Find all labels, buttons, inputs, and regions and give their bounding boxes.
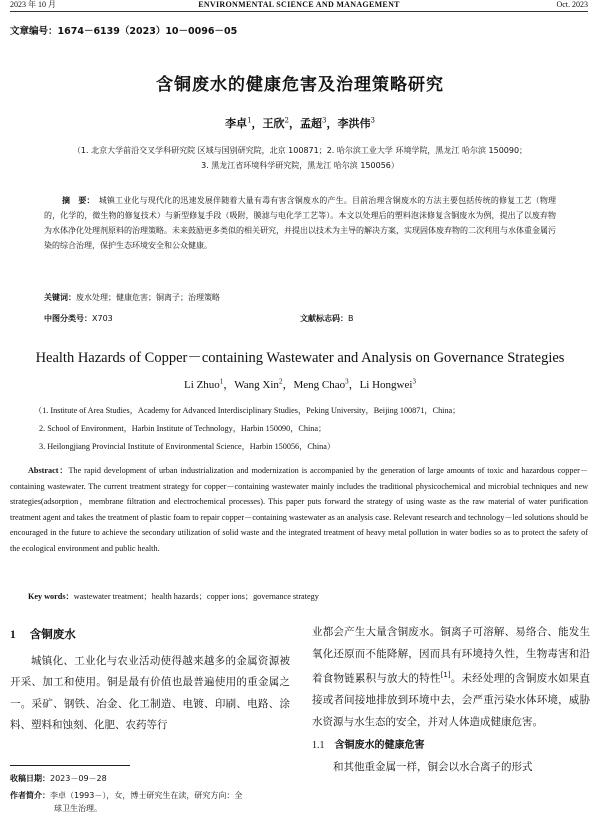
subsection-title: 含铜废水的健康危害 [334, 740, 425, 751]
title-chinese: 含铜废水的健康危害及治理策略研究 [156, 75, 444, 95]
author-en-1: Li Zhuo$^1$ [184, 377, 224, 391]
body-paragraph: 和其他重金属一样，铜会以水合离子的形式 [333, 760, 533, 773]
author-bio-label: 作者简介： [10, 791, 50, 800]
received-date: 2023－09－28 [50, 774, 107, 783]
header-date-cn: 2023 年 10 月 [10, 0, 56, 9]
section-title: 含铜废水 [29, 627, 76, 641]
title-english: Health Hazards of Copper－containing Wastewater and Analysis on Governance Strategies [35, 350, 565, 366]
citation-ref: [1] [440, 671, 451, 679]
doc-code-label: 文献标志码： [300, 314, 348, 323]
body-paragraph: 业都会产生大量含铜废水。铜离子可溶解、易络合、能发生氧化还原而不能降解，因而具有环境持久性，生物毒害和沿着食物链累积与放大的特性[1]。未经处理的含铜废水如果直接或者间接地排放到环境中去，会严重污染水体环境，威胁水资源与水生态的安全，并对人体造成健康危害。 [312, 626, 591, 728]
body-paragraph: 城镇化、工业化与农业活动使得越来越多的金属资源被开采、加工和使用。铜是最有价值也最普遍使用的重金属之一。采矿、钢铁、冶金、化工制造、电镀、印刷、电路、涂料、塑料和蚀刻、化肥、农药等行 [10, 654, 290, 731]
affiliation-cn-line: 3. 黑龙江省环境科学研究院，黑龙江 哈尔滨 150056） [201, 161, 399, 170]
footnote-divider [10, 765, 130, 766]
authors-chinese: 李卓$^1$，王欣$^2$，孟超$^3$，李洪伟$^3$ [225, 116, 375, 130]
keywords-english [28, 591, 319, 602]
abstract-en-label: Abstract： [28, 466, 69, 475]
keywords-en-text: wastewater treatment；health hazards；copper ions；governance strategy [73, 592, 319, 601]
author-en-4: Li Hongwei$^3$ [359, 377, 416, 391]
author-cn-3: 孟超$^3$ [300, 116, 327, 130]
author-en-2: Wang Xin$^2$ [234, 377, 283, 391]
affiliations-english [34, 402, 570, 456]
running-header [10, 0, 588, 12]
section-heading [10, 624, 290, 647]
author-bio-text: 李卓（1993－），女，博士研究生在读，研究方向：全 [50, 791, 243, 800]
doc-code-value: B [348, 314, 354, 323]
abstract-chinese [44, 193, 556, 253]
subsection-number: 1.1 [312, 740, 325, 751]
section-number: 1 [10, 629, 16, 641]
author-cn-4: 李洪伟$^3$ [337, 116, 375, 130]
author-cn-2: 王欣$^2$ [262, 116, 289, 130]
keywords-cn-label: 关键词： [44, 293, 76, 302]
body-column-left [10, 624, 290, 737]
header-date-en: Oct. 2023 [556, 0, 588, 9]
footnote-received [10, 772, 295, 785]
keywords-cn-text: 废水处理；健康危害；铜离子；治理策略 [76, 293, 220, 302]
abstract-english [10, 463, 588, 556]
affiliations-chinese [40, 143, 560, 173]
author-cn-1: 李卓$^1$ [225, 116, 252, 130]
classification-number [44, 313, 113, 324]
affiliation-en-line: （1. Institute of Area Studies，Academy for Advanced Interdisciplinary Studies，Peking University，Beijing 100871，China； [34, 406, 461, 415]
body-column-right [312, 622, 590, 778]
keywords-en-label: Key words： [28, 592, 74, 601]
affiliation-en-line: 2. School of Environment，Harbin Institute of Technology，Harbin 150090，China； [39, 424, 327, 433]
authors-english: Li Zhuo$^1$，Wang Xin$^2$，Meng Chao$^3$，Li Hongwei$^3$ [184, 377, 416, 391]
classification-label: 中图分类号： [44, 314, 92, 323]
abstract-en-text: The rapid development of urban industrialization and modernization is accompanied by the generation of large amounts of toxic and hazardous copper－containing wastewater. The current treatment strategy for copper－containing wastewater mainly includes the traditional physicochemical and microbial techniques and new strategies(adsorption，membrane filtration and electrochemical processes). This paper puts forward the strategy of using waste as the raw material of water purification treatment agent and takes the treatment of plastic foam to repair copper－containing wastewater as an analysis case. Relevant research and technology－led solutions should be encouraged in the future to achieve the secondary utilization of solid waste and the integrated treatment of heavy metal pollution in water bodies so as to protect the safety of the ecological environment and public health. [10, 466, 588, 553]
footnote-author-bio [10, 789, 295, 815]
author-bio-continued: 球卫生治理。 [54, 804, 102, 813]
keywords-chinese [44, 292, 220, 303]
received-label: 收稿日期： [10, 774, 50, 783]
article-number: 文章编号：1674－6139（2023）10－0096－05 [10, 26, 238, 37]
affiliation-en-line: 3. Heilongjiang Provincial Institute of Environmental Science，Harbin 150056，China） [39, 442, 336, 451]
subsection-heading [312, 735, 590, 757]
abstract-cn-text: 城镇工业化与现代化的迅速发展伴随着大量有毒有害含铜废水的产生。目前治理含铜废水的方法主要包括传统的修复工艺（物理的，化学的，微生物的修复技术）与新型修复手段（吸附，膜滤与电化学工艺等）。本文以处理后的塑料泡沫修复含铜废水为例，提出了以废弃物为水体净化处理剂原料的治理策略。未来鼓励更多类似的相关研究，并提出以技术为主导的解决方案，实现固体废弃物的二次利用与水体重金属污染的综合治理，保护生态环境安全和公众健康。 [44, 196, 557, 250]
abstract-cn-label: 摘 要： [62, 196, 95, 205]
classification-value: X703 [92, 314, 113, 323]
author-en-3: Meng Chao$^3$ [293, 377, 349, 391]
document-code [300, 313, 354, 324]
affiliation-cn-line: （1. 北京大学前沿交叉学科研究院 区域与国别研究院，北京 100871；2. 哈尔滨工业大学 环境学院，黑龙江 哈尔滨 150090； [72, 146, 528, 155]
header-journal-name: ENVIRONMENTAL SCIENCE AND MANAGEMENT [198, 0, 400, 9]
